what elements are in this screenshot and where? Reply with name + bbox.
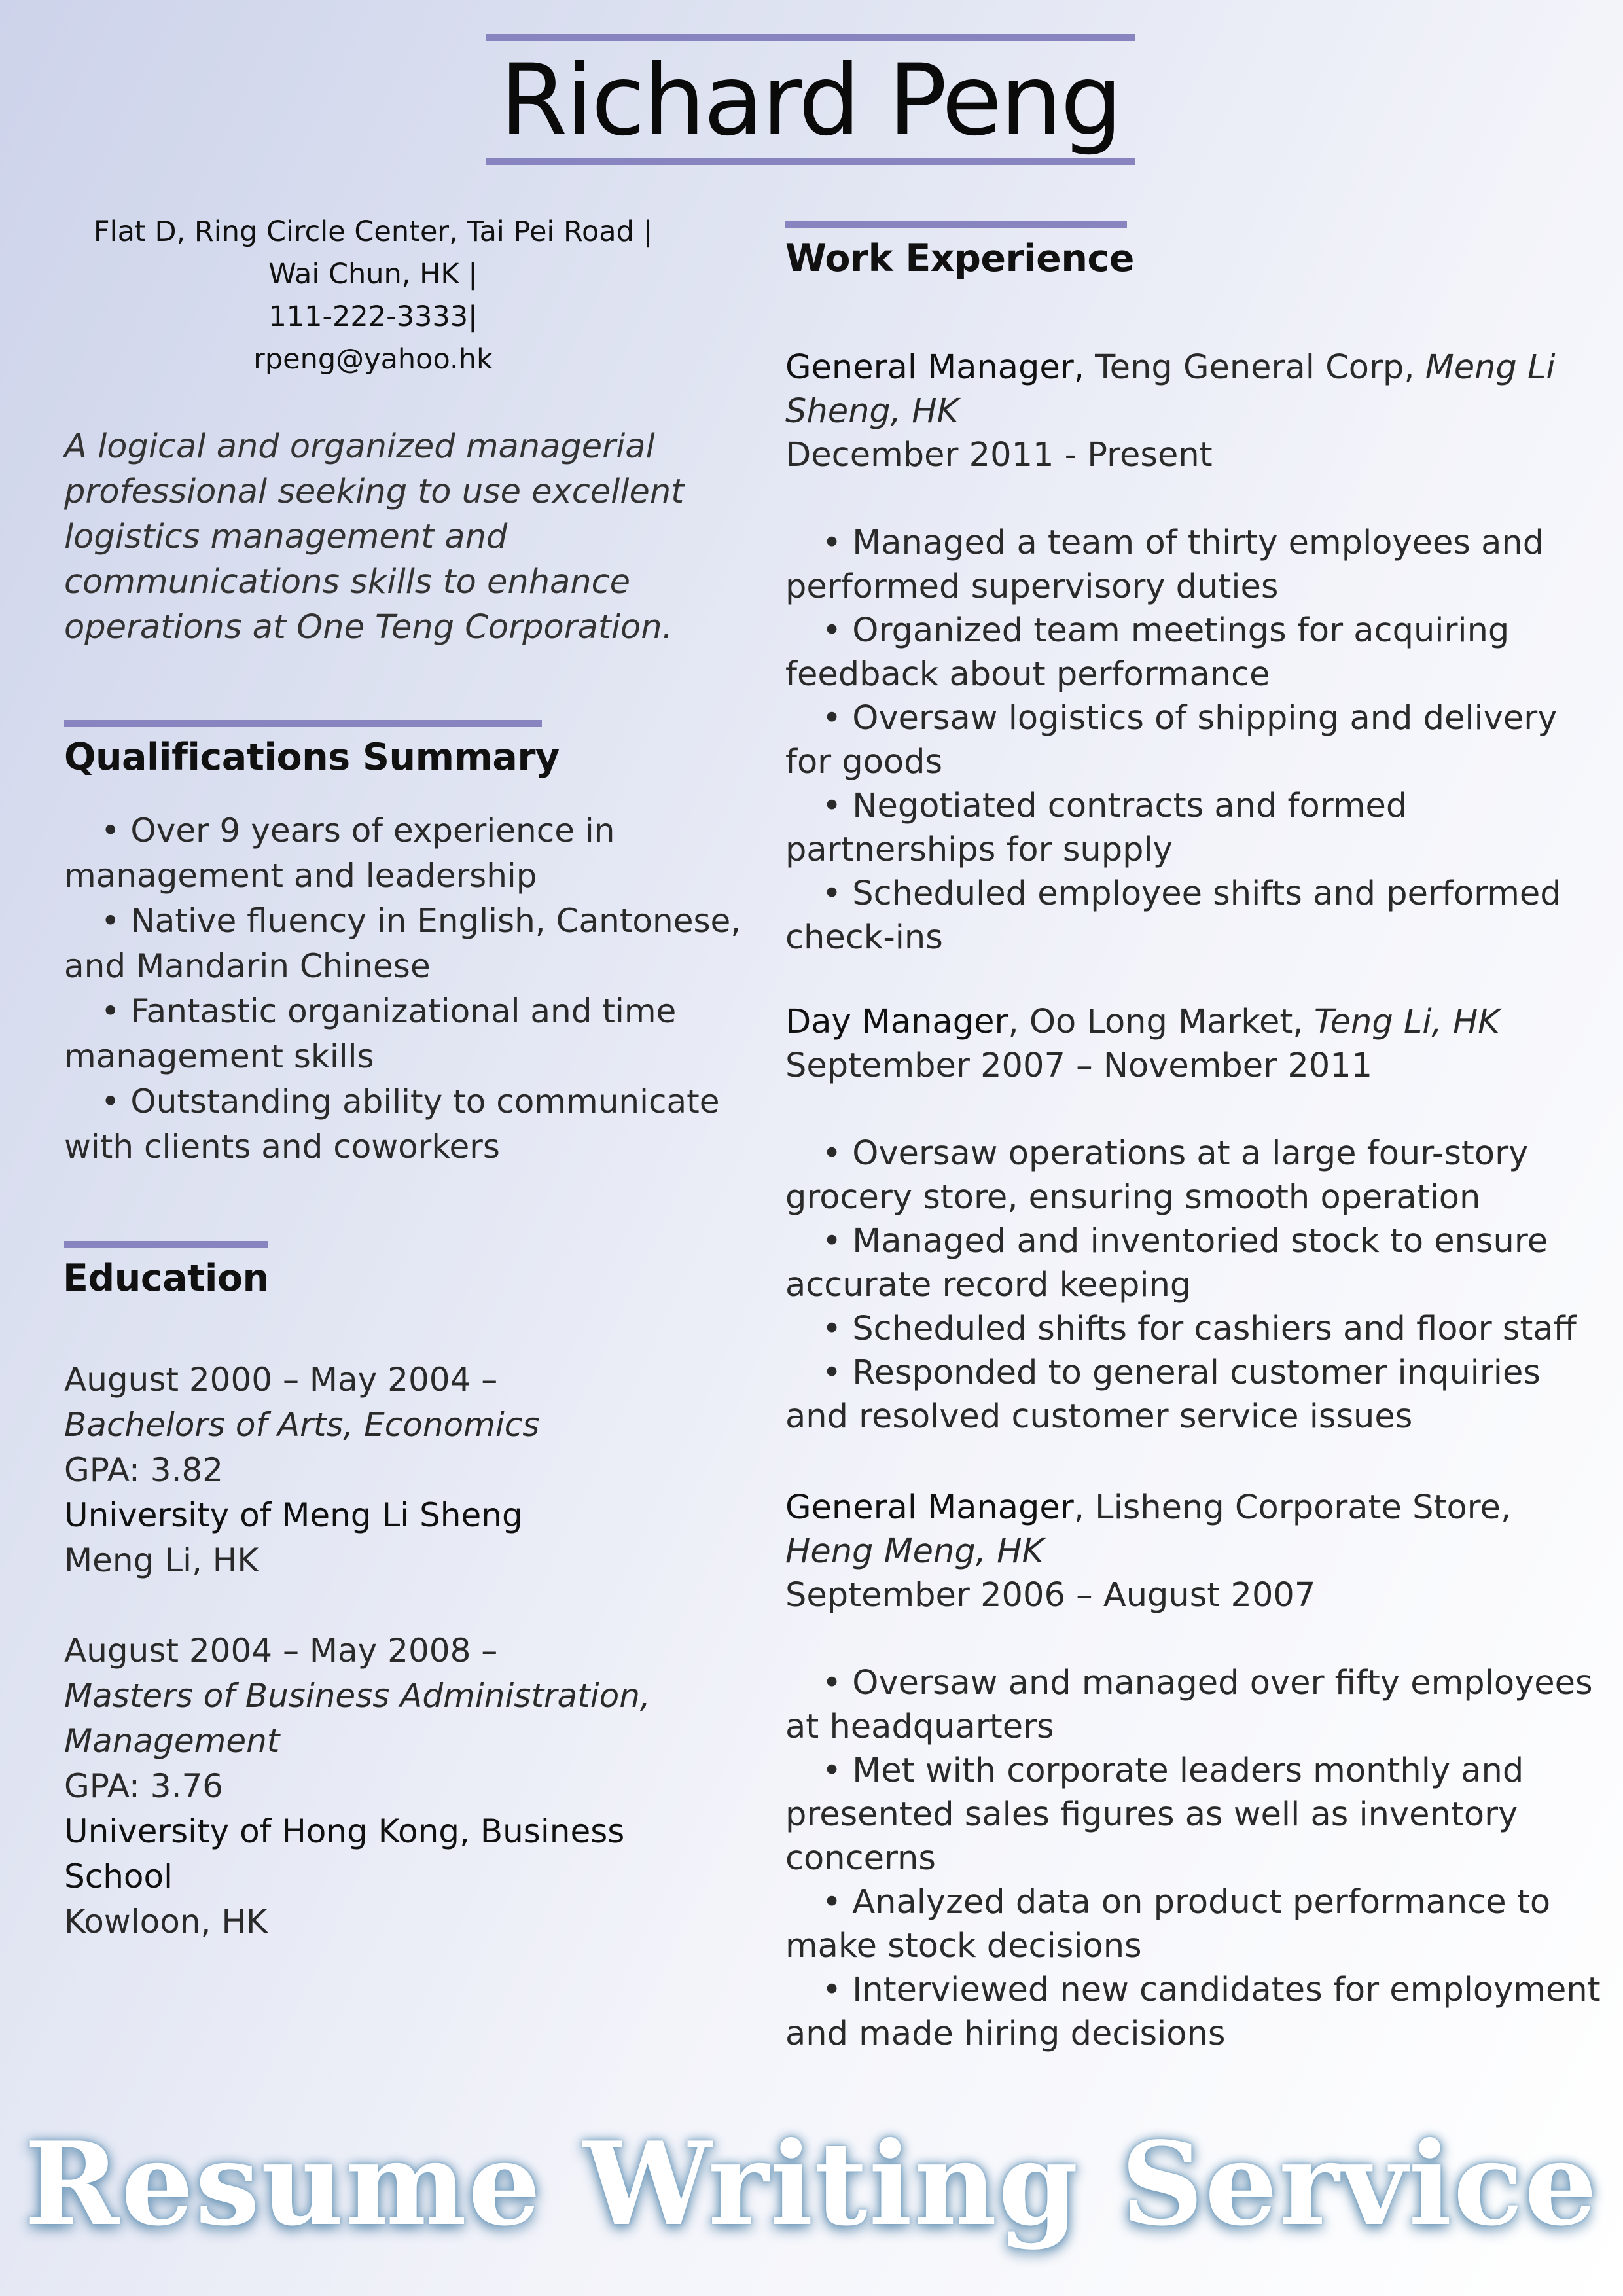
education-dates: August 2004 – May 2008 – bbox=[64, 1632, 498, 1670]
job-entry-3 bbox=[785, 1486, 1603, 2056]
job-bullet: • Oversaw and managed over fifty employees at headquarters bbox=[785, 1661, 1603, 1749]
job-bullet: • Managed and inventoried stock to ensure accurate record keeping bbox=[785, 1219, 1603, 1307]
contact-email: rpeng@yahoo.hk bbox=[253, 343, 493, 376]
job-bullet: • Managed a team of thirty employees and performed supervisory duties bbox=[785, 521, 1603, 609]
qualification-item: • Over 9 years of experience in management and leadership bbox=[64, 808, 745, 899]
job-entry-1 bbox=[785, 346, 1603, 960]
job-title: General Manager bbox=[785, 1488, 1074, 1527]
job-dates: September 2006 – August 2007 bbox=[785, 1576, 1316, 1615]
contact-address-line-2: Wai Chun, HK | bbox=[268, 258, 478, 291]
education-location: Meng Li, HK bbox=[64, 1541, 259, 1579]
objective-statement: A logical and organized managerial professional seeking to use excellent logistics management and communications skills to enhance operations at One Teng Corporation. bbox=[64, 427, 685, 647]
job-bullet: • Organized team meetings for acquiring feedback about performance bbox=[785, 609, 1603, 696]
job-location: Meng Li Sheng, HK bbox=[785, 348, 1556, 431]
education-gpa: GPA: 3.76 bbox=[64, 1767, 224, 1805]
job-bullet: • Oversaw logistics of shipping and delivery for goods bbox=[785, 696, 1603, 784]
watermark-banner: Resume Writing Service bbox=[24, 2117, 1599, 2251]
education-gpa: GPA: 3.82 bbox=[64, 1451, 224, 1489]
work-title: Work Experience bbox=[785, 237, 1134, 280]
contact-info bbox=[39, 211, 707, 381]
education-rule bbox=[64, 1241, 268, 1248]
job-dates: December 2011 - Present bbox=[785, 436, 1213, 475]
qualifications-title: Qualifications Summary bbox=[64, 736, 560, 779]
qualification-item: • Outstanding ability to communicate with clients and coworkers bbox=[64, 1079, 745, 1170]
job-company: Teng General Corp, bbox=[1084, 348, 1425, 387]
job-company: , Oo Long Market, bbox=[1008, 1003, 1314, 1041]
education-school: University of Hong Kong, Business School bbox=[64, 1812, 625, 1895]
education-degree: Masters of Business Administration, Management bbox=[64, 1677, 651, 1760]
job-entry-2 bbox=[785, 1000, 1603, 1439]
job-dates: September 2007 – November 2011 bbox=[785, 1047, 1373, 1085]
education-entry-1 bbox=[64, 1357, 725, 1583]
job-title: Day Manager bbox=[785, 1003, 1008, 1041]
job-bullet: • Scheduled shifts for cashiers and floor staff bbox=[785, 1307, 1603, 1351]
name-header bbox=[486, 34, 1135, 165]
job-bullet: • Responded to general customer inquiries and resolved customer service issues bbox=[785, 1351, 1603, 1439]
job-location: Heng Meng, HK bbox=[785, 1532, 1044, 1571]
qualifications-list bbox=[64, 808, 745, 1170]
job-location: Teng Li, HK bbox=[1313, 1003, 1500, 1041]
job-bullet: • Negotiated contracts and formed partnerships for supply bbox=[785, 784, 1603, 872]
education-title: Education bbox=[63, 1257, 269, 1300]
contact-address-line-1: Flat D, Ring Circle Center, Tai Pei Road | bbox=[93, 215, 653, 248]
job-bullet: • Interviewed new candidates for employment and made hiring decisions bbox=[785, 1968, 1603, 2056]
work-rule bbox=[785, 221, 1127, 228]
job-bullet: • Scheduled employee shifts and performed check-ins bbox=[785, 872, 1603, 960]
contact-phone: 111-222-3333| bbox=[268, 300, 478, 333]
job-title: General Manager, bbox=[785, 348, 1084, 387]
qualification-item: • Native fluency in English, Cantonese, and Mandarin Chinese bbox=[64, 899, 745, 989]
qualifications-rule bbox=[64, 720, 542, 727]
job-bullet: • Met with corporate leaders monthly and presented sales figures as well as inventory concerns bbox=[785, 1749, 1603, 1880]
education-entry-2 bbox=[64, 1628, 725, 1945]
education-degree: Bachelors of Arts, Economics bbox=[64, 1406, 540, 1444]
education-dates: August 2000 – May 2004 – bbox=[64, 1361, 498, 1399]
candidate-name: Richard Peng bbox=[499, 44, 1121, 158]
education-location: Kowloon, HK bbox=[64, 1903, 268, 1941]
job-bullet: • Oversaw operations at a large four-story grocery store, ensuring smooth operation bbox=[785, 1132, 1603, 1219]
qualification-item: • Fantastic organizational and time management skills bbox=[64, 989, 745, 1079]
education-school: University of Meng Li Sheng bbox=[64, 1496, 523, 1534]
job-company: , Lisheng Corporate Store, bbox=[1073, 1488, 1512, 1527]
job-bullet: • Analyzed data on product performance to make stock decisions bbox=[785, 1880, 1603, 1968]
